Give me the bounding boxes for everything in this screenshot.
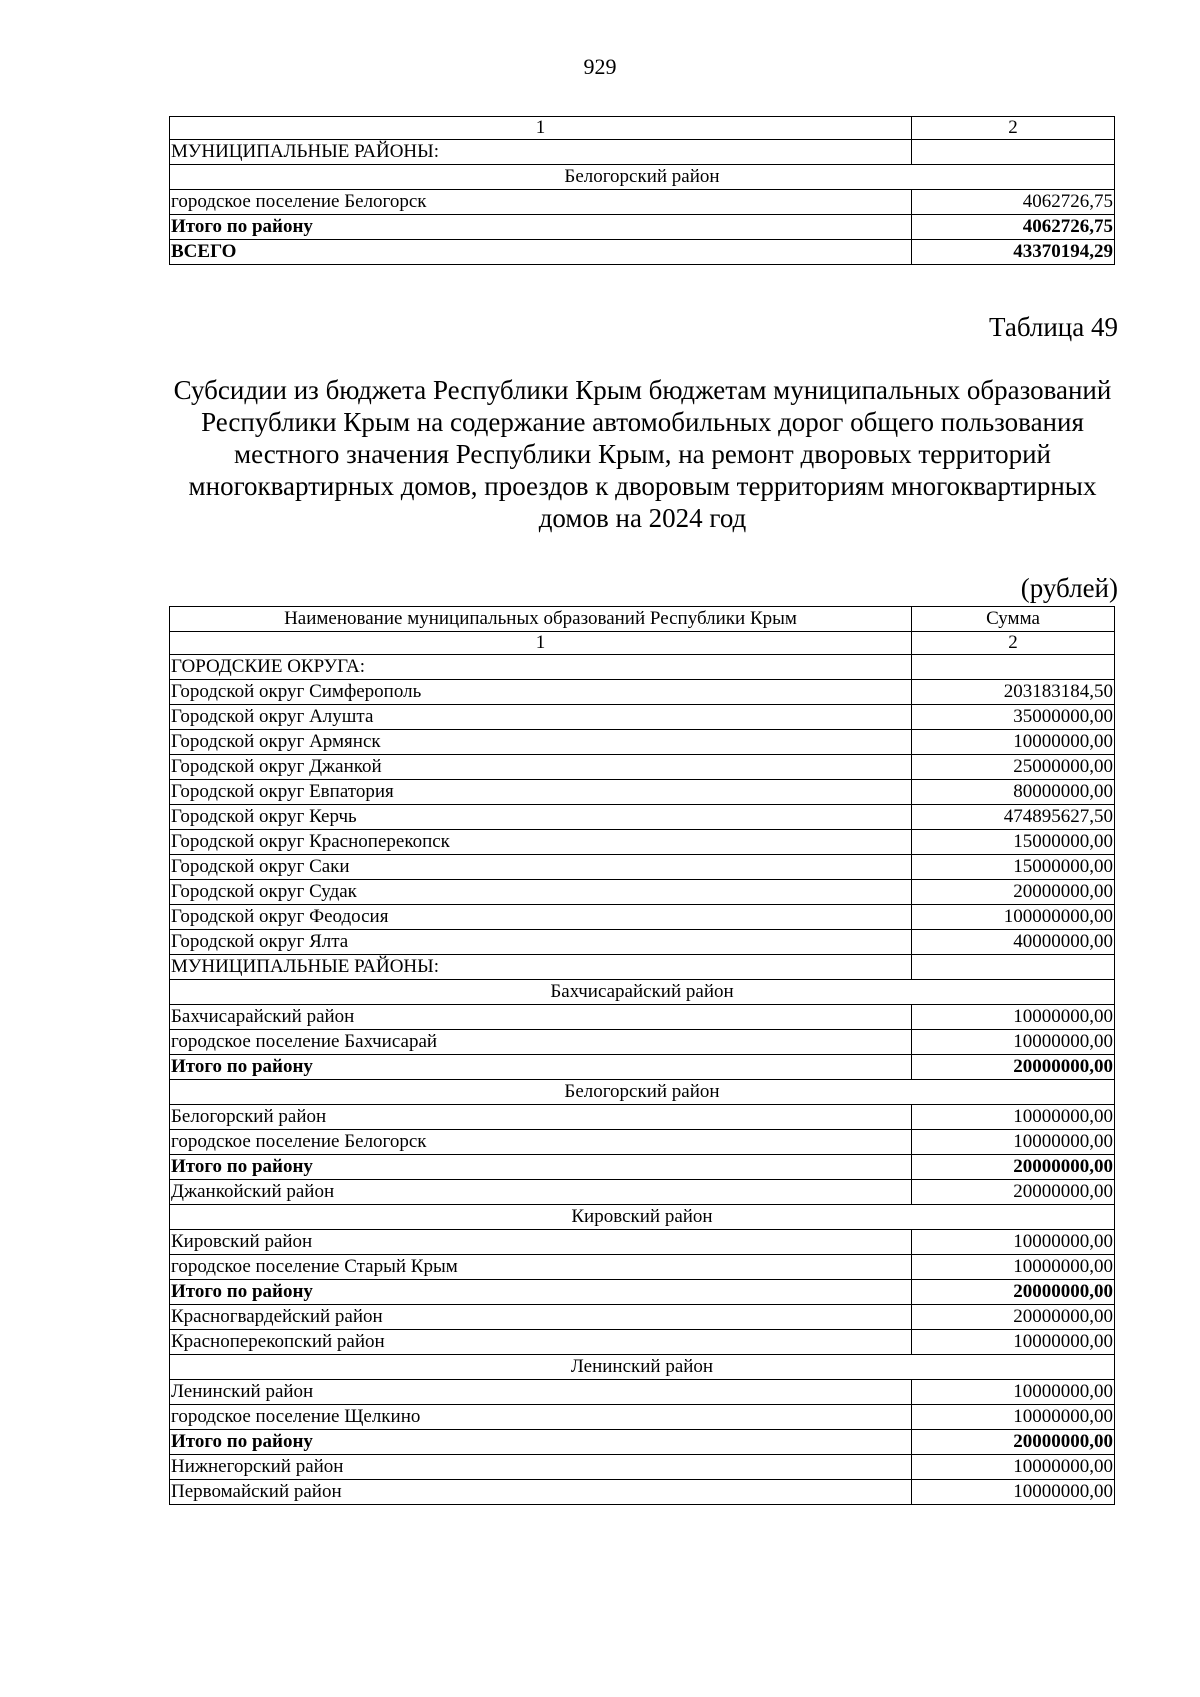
amount-cell: 10000000,00 (912, 1230, 1115, 1255)
municipality-name-cell: МУНИЦИПАЛЬНЫЕ РАЙОНЫ: (170, 140, 912, 165)
table-row (170, 730, 1115, 755)
municipality-name-cell: Ленинский район (170, 1380, 912, 1405)
amount-cell: 80000000,00 (912, 780, 1115, 805)
district-header-row (170, 165, 1115, 190)
municipality-name-cell: городское поселение Белогорск (170, 1130, 912, 1155)
amount-cell: 203183184,50 (912, 680, 1115, 705)
amount-cell: 10000000,00 (912, 1130, 1115, 1155)
total-row (170, 1155, 1115, 1180)
district-header-row (170, 1205, 1115, 1230)
amount-cell: 25000000,00 (912, 755, 1115, 780)
municipality-name-cell: Итого по району (170, 1430, 912, 1455)
table-row (170, 1180, 1115, 1205)
table-row (170, 755, 1115, 780)
section-row (170, 140, 1115, 165)
header-amount-cell: Сумма (912, 607, 1115, 632)
amount-cell: 10000000,00 (912, 1330, 1115, 1355)
amount-cell: 10000000,00 (912, 1480, 1115, 1505)
table-row (170, 1380, 1115, 1405)
amount-cell (912, 140, 1115, 165)
table-row (170, 1405, 1115, 1430)
municipality-name-cell: Городской округ Саки (170, 855, 912, 880)
municipality-name-cell: Белогорский район (170, 1105, 912, 1130)
total-row (170, 1280, 1115, 1305)
amount-cell: 35000000,00 (912, 705, 1115, 730)
table-row (170, 705, 1115, 730)
continued-subsidy-table (169, 116, 1115, 265)
table-row (170, 1130, 1115, 1155)
amount-cell: 10000000,00 (912, 1380, 1115, 1405)
amount-cell: 474895627,50 (912, 805, 1115, 830)
table-row (170, 1330, 1115, 1355)
amount-cell (912, 955, 1115, 980)
table-row (170, 1480, 1115, 1505)
table-row (170, 1105, 1115, 1130)
section-row (170, 655, 1115, 680)
municipality-name-cell: городское поселение Бахчисарай (170, 1030, 912, 1055)
amount-cell: 20000000,00 (912, 1280, 1115, 1305)
amount-cell: 10000000,00 (912, 1005, 1115, 1030)
district-name-cell: Кировский район (170, 1205, 1115, 1230)
district-header-row (170, 980, 1115, 1005)
table-row (170, 1005, 1115, 1030)
amount-cell: 4062726,75 (912, 215, 1115, 240)
amount-cell: 20000000,00 (912, 1305, 1115, 1330)
amount-cell: 15000000,00 (912, 855, 1115, 880)
total-row (170, 1430, 1115, 1455)
amount-cell: 43370194,29 (912, 240, 1115, 265)
municipality-name-cell: городское поселение Белогорск (170, 190, 912, 215)
total-row (170, 215, 1115, 240)
district-name-cell: Белогорский район (170, 165, 1115, 190)
municipality-name-cell: Бахчисарайский район (170, 1005, 912, 1030)
amount-cell: 20000000,00 (912, 1055, 1115, 1080)
municipality-name-cell: Городской округ Красноперекопск (170, 830, 912, 855)
municipality-name-cell: Красноперекопский район (170, 1330, 912, 1355)
municipality-name-cell: Итого по району (170, 1155, 912, 1180)
amount-cell: 15000000,00 (912, 830, 1115, 855)
amount-cell: 100000000,00 (912, 905, 1115, 930)
municipality-name-cell: городское поселение Щелкино (170, 1405, 912, 1430)
table-row (170, 780, 1115, 805)
municipality-name-cell: Итого по району (170, 215, 912, 240)
district-header-row (170, 1080, 1115, 1105)
municipality-name-cell: Нижнегорский район (170, 1455, 912, 1480)
municipality-name-cell: Городской округ Керчь (170, 805, 912, 830)
amount-cell: 10000000,00 (912, 1455, 1115, 1480)
municipality-name-cell: Городской округ Судак (170, 880, 912, 905)
units-label: (рублей) (1020, 573, 1118, 603)
amount-cell: 40000000,00 (912, 930, 1115, 955)
amount-cell: 20000000,00 (912, 1180, 1115, 1205)
amount-cell: 10000000,00 (912, 1030, 1115, 1055)
district-name-cell: Белогорский район (170, 1080, 1115, 1105)
municipality-name-cell: Итого по району (170, 1280, 912, 1305)
section-row (170, 955, 1115, 980)
total-row (170, 1055, 1115, 1080)
table-row (170, 880, 1115, 905)
table-row (170, 1030, 1115, 1055)
district-name-cell: Ленинский район (170, 1355, 1115, 1380)
amount-cell: 10000000,00 (912, 1405, 1115, 1430)
municipality-name-cell: Городской округ Армянск (170, 730, 912, 755)
column-number-cell: 2 (912, 117, 1115, 140)
table-row (170, 1255, 1115, 1280)
document-title: Субсидии из бюджета Республики Крым бюджетам муниципальных образований Республики Крым на содержание автомобильных дорог общего пользования местного значения Республики Крым, на ремонт дворовых территорий многоквартирных домов, проездов к дворовым территориям многоквартирных домов на 2024 год (173, 375, 1112, 533)
municipality-name-cell: Городской округ Евпатория (170, 780, 912, 805)
district-header-row (170, 1355, 1115, 1380)
table-header-row (170, 607, 1115, 632)
table-row (170, 855, 1115, 880)
amount-cell: 10000000,00 (912, 1255, 1115, 1280)
municipality-name-cell: Городской округ Алушта (170, 705, 912, 730)
municipality-name-cell: Первомайский район (170, 1480, 912, 1505)
table-row (170, 680, 1115, 705)
amount-cell (912, 655, 1115, 680)
amount-cell: 20000000,00 (912, 880, 1115, 905)
table-row (170, 1305, 1115, 1330)
column-number-cell: 1 (170, 632, 912, 655)
table-row (170, 830, 1115, 855)
table-label: Таблица 49 (989, 312, 1118, 342)
municipality-name-cell: Кировский район (170, 1230, 912, 1255)
municipality-name-cell: ВСЕГО (170, 240, 912, 265)
table-row (170, 805, 1115, 830)
table-row (170, 1455, 1115, 1480)
municipality-name-cell: МУНИЦИПАЛЬНЫЕ РАЙОНЫ: (170, 955, 912, 980)
amount-cell: 10000000,00 (912, 730, 1115, 755)
page-number: 929 (583, 54, 617, 79)
column-number-cell: 1 (170, 117, 912, 140)
amount-cell: 20000000,00 (912, 1155, 1115, 1180)
municipality-name-cell: Итого по району (170, 1055, 912, 1080)
municipality-name-cell: Городской округ Джанкой (170, 755, 912, 780)
municipality-name-cell: Городской округ Ялта (170, 930, 912, 955)
total-row (170, 240, 1115, 265)
subsidy-table (169, 606, 1115, 1505)
table-row (170, 930, 1115, 955)
amount-cell: 20000000,00 (912, 1430, 1115, 1455)
table-row (170, 905, 1115, 930)
municipality-name-cell: Джанкойский район (170, 1180, 912, 1205)
column-number-row (170, 117, 1115, 140)
column-number-row (170, 632, 1115, 655)
amount-cell: 4062726,75 (912, 190, 1115, 215)
municipality-name-cell: Городской округ Феодосия (170, 905, 912, 930)
municipality-name-cell: ГОРОДСКИЕ ОКРУГА: (170, 655, 912, 680)
amount-cell: 10000000,00 (912, 1105, 1115, 1130)
municipality-name-cell: городское поселение Старый Крым (170, 1255, 912, 1280)
municipality-name-cell: Красногвардейский район (170, 1305, 912, 1330)
district-name-cell: Бахчисарайский район (170, 980, 1115, 1005)
municipality-name-cell: Городской округ Симферополь (170, 680, 912, 705)
column-number-cell: 2 (912, 632, 1115, 655)
header-name-cell: Наименование муниципальных образований Республики Крым (170, 607, 912, 632)
table-row (170, 1230, 1115, 1255)
table-row (170, 190, 1115, 215)
